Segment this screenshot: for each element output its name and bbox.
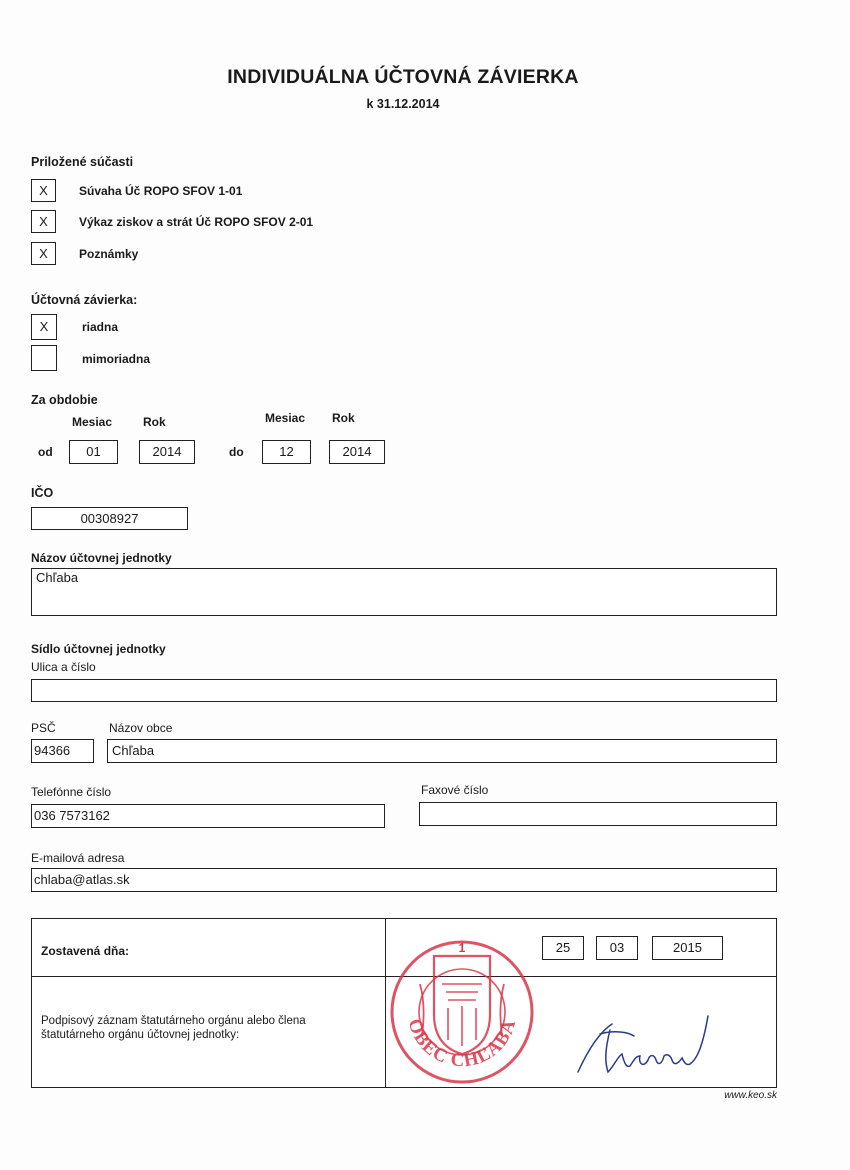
email-label: E-mailová adresa [31, 851, 125, 865]
town-label: Názov obce [109, 721, 173, 735]
label-income-statement: Výkaz ziskov a strát Úč ROPO SFOV 2-01 [79, 215, 314, 229]
page-title: INDIVIDUÁLNA ÚČTOVNÁ ZÁVIERKA [227, 66, 579, 88]
checkbox-balance-sheet[interactable]: X [31, 179, 56, 202]
to-month-field[interactable]: 12 [262, 440, 311, 464]
email-field[interactable]: chlaba@atlas.sk [31, 868, 777, 892]
to-month-label: Mesiac [265, 411, 306, 425]
official-stamp [386, 936, 538, 1088]
from-label: od [38, 445, 53, 459]
compiled-label: Zostavená dňa: [41, 944, 130, 958]
name-field[interactable]: Chľaba [31, 568, 777, 616]
from-month-field[interactable]: 01 [69, 440, 118, 464]
stamp-text: OBEC CHĽABA [403, 1016, 521, 1072]
to-year-label: Rok [332, 411, 355, 425]
attached-heading: Priložené súčasti [31, 155, 134, 169]
to-year-field[interactable]: 2014 [329, 440, 385, 464]
name-label: Názov účtovnej jednotky [31, 551, 172, 565]
from-month-label: Mesiac [72, 415, 113, 429]
phone-label: Telefónne číslo [31, 785, 112, 799]
fax-label: Faxové číslo [421, 783, 489, 797]
checkbox-regular[interactable]: X [31, 314, 57, 340]
from-year-field[interactable]: 2014 [139, 440, 195, 464]
to-label: do [229, 445, 244, 459]
checkbox-income-statement[interactable]: X [31, 210, 56, 233]
label-notes: Poznámky [79, 247, 139, 261]
signature-label-line2: štatutárneho orgánu účtovnej jednotky: [41, 1029, 240, 1041]
street-field[interactable] [31, 679, 777, 702]
checkbox-extraordinary[interactable] [31, 345, 57, 371]
ico-label: IČO [31, 486, 54, 500]
compiled-month-field[interactable]: 03 [596, 936, 638, 960]
period-heading: Za obdobie [31, 393, 98, 407]
address-heading: Sídlo účtovnej jednotky [31, 642, 166, 656]
label-extraordinary: mimoriadna [82, 352, 151, 366]
label-balance-sheet: Súvaha Úč ROPO SFOV 1-01 [79, 184, 243, 198]
stamp-number: 1 [458, 941, 466, 955]
statement-date: k 31.12.2014 [366, 97, 440, 111]
compiled-year-field[interactable]: 2015 [652, 936, 723, 960]
street-label: Ulica a číslo [31, 660, 96, 674]
phone-field[interactable]: 036 7573162 [31, 804, 385, 828]
label-regular: riadna [82, 320, 119, 334]
footer-website: www.keo.sk [724, 1090, 777, 1101]
town-field[interactable]: Chľaba [107, 739, 777, 763]
psc-label: PSČ [31, 721, 56, 735]
statement-type-heading: Účtovná závierka: [31, 293, 138, 307]
signature-label-line1: Podpisový záznam štatutárneho orgánu alebo člena [41, 1015, 306, 1027]
checkbox-notes[interactable]: X [31, 242, 56, 265]
handwritten-signature [570, 1010, 720, 1080]
ico-field[interactable]: 00308927 [31, 507, 188, 530]
psc-field[interactable]: 94366 [31, 739, 94, 763]
compiled-day-field[interactable]: 25 [542, 936, 584, 960]
from-year-label: Rok [143, 415, 166, 429]
fax-field[interactable] [419, 802, 777, 826]
